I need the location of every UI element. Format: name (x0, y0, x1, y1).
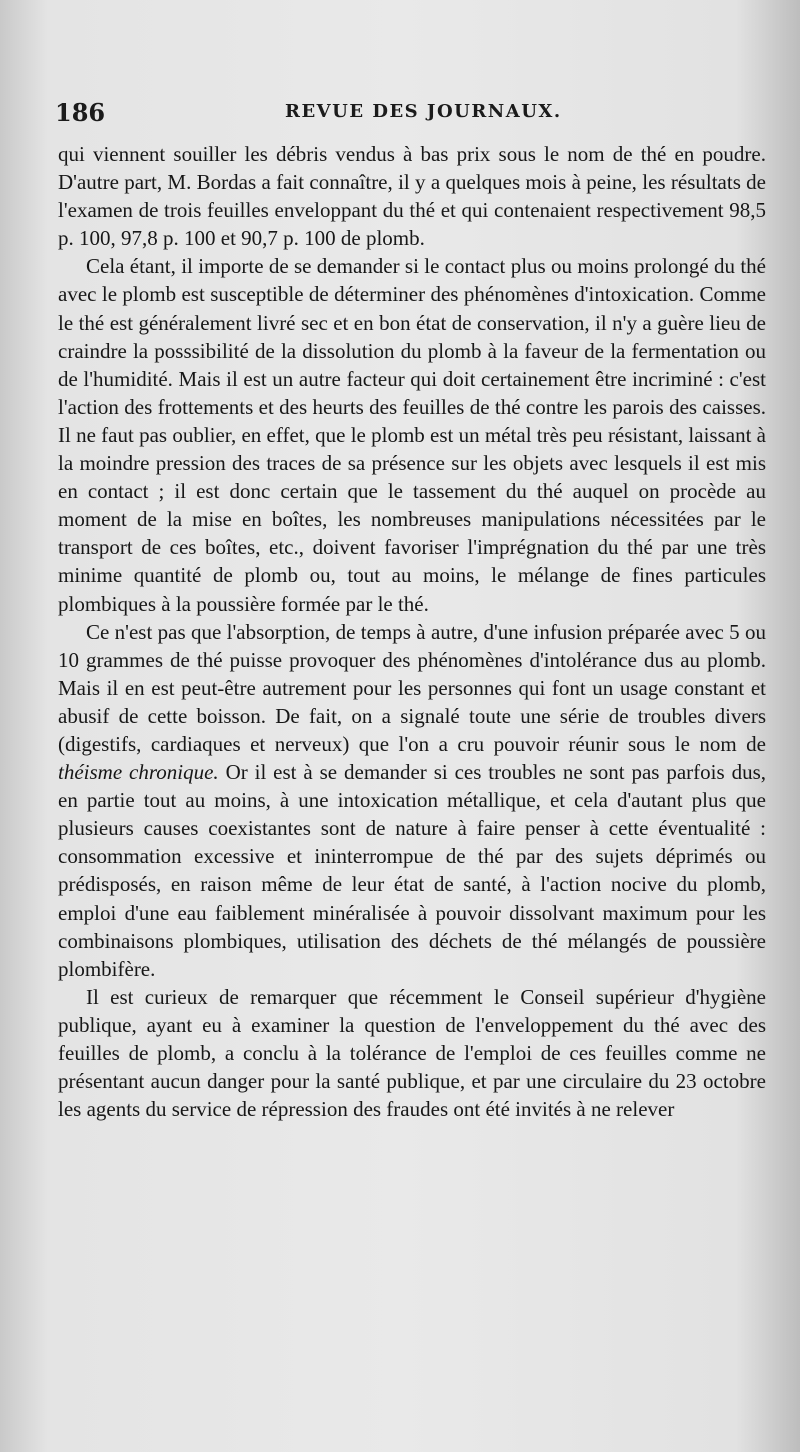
paragraph-1: qui viennent souiller les débris vendus à bas prix sous le nom de thé en poudre. D'autre part, M. Bordas a fait connaître, il y a quelques mois à peine, les résultats de l'examen de trois feuilles enveloppant du thé et qui contenaient respectivement 98,5 p. 100, 97,8 p. 100 et 90,7 p. 100 de plomb. (58, 142, 766, 251)
page-header (55, 98, 755, 132)
paragraph-3-text-after: Or il est à se demander si ces troubles ne sont pas parfois dus, en partie tout au moins, à une intoxication métallique, et cela d'autant plus que plusieurs causes coexistantes sont de nature à faire penser à cette éventualité : consommation excessive et ininterrompue de thé par des sujets déprimés ou prédisposés, en raison même de leur état de santé, à l'action nocive du plomb, emploi d'une eau faiblement minéralisée à pouvoir dissolvant maximum pour les combinaisons plombiques, utilisation des déchets de thé mélangés de poussière plombifère. (58, 760, 766, 981)
paragraph-4: Il est curieux de remarquer que récemment le Conseil supérieur d'hygiène publique, ayant eu à examiner la question de l'enveloppement du thé avec des feuilles de plomb, a conclu à la tolérance de l'emploi de ces feuilles comme ne présentant aucun danger pour la santé publique, et par une circulaire du 23 octobre les agents du service de répression des fraudes ont été invités à ne relever (58, 984, 766, 1122)
body-text (58, 140, 766, 1430)
paragraph-3-emphasis: théisme chronique. (58, 760, 219, 785)
paragraph-2: Cela étant, il importe de se demander si le contact plus ou moins prolongé du thé avec le plomb est susceptible de déterminer des phénomènes d'intoxication. Comme le thé est généralement livré sec et en bon état de conservation, il n'y a guère lieu de craindre la posssibilité de la dissolution du plomb à la faveur de la fermentation ou de l'humidité. Mais il est un autre facteur qui doit certainement être incriminé : c'est l'action des frottements et des heurts des feuilles de thé contre les parois des caisses. Il ne faut pas oublier, en effet, que le plomb est un métal très peu résistant, laissant à la moindre pression des traces de sa présence sur les objets avec lesquels il est mis en contact ; il est donc certain que le tassement du thé auquel on procède au moment de la mise en boîtes, les nombreuses manipulations nécessitées par le transport de ces boîtes, etc., doivent favoriser l'imprégnation du thé par une très minime quantité de plomb ou, tout au moins, le mélange de fines particules plombiques à la poussière formée par le thé. (58, 254, 766, 616)
paragraph-3 (58, 618, 766, 983)
page-number: 186 (55, 98, 106, 127)
paragraph-3-text-before: Ce n'est pas que l'absorption, de temps à autre, d'une infusion préparée avec 5 ou 10 grammes de thé puisse provoquer des phénomènes d'intolérance dus au plomb. Mais il en est peut-être autrement pour les personnes qui font un usage constant et abusif de cette boisson. De fait, on a signalé toute une série de troubles divers (digestifs, cardiaques et nerveux) que l'on a cru pouvoir réunir sous le nom de (58, 619, 766, 756)
running-head: REVUE DES JOURNAUX. (285, 101, 562, 122)
